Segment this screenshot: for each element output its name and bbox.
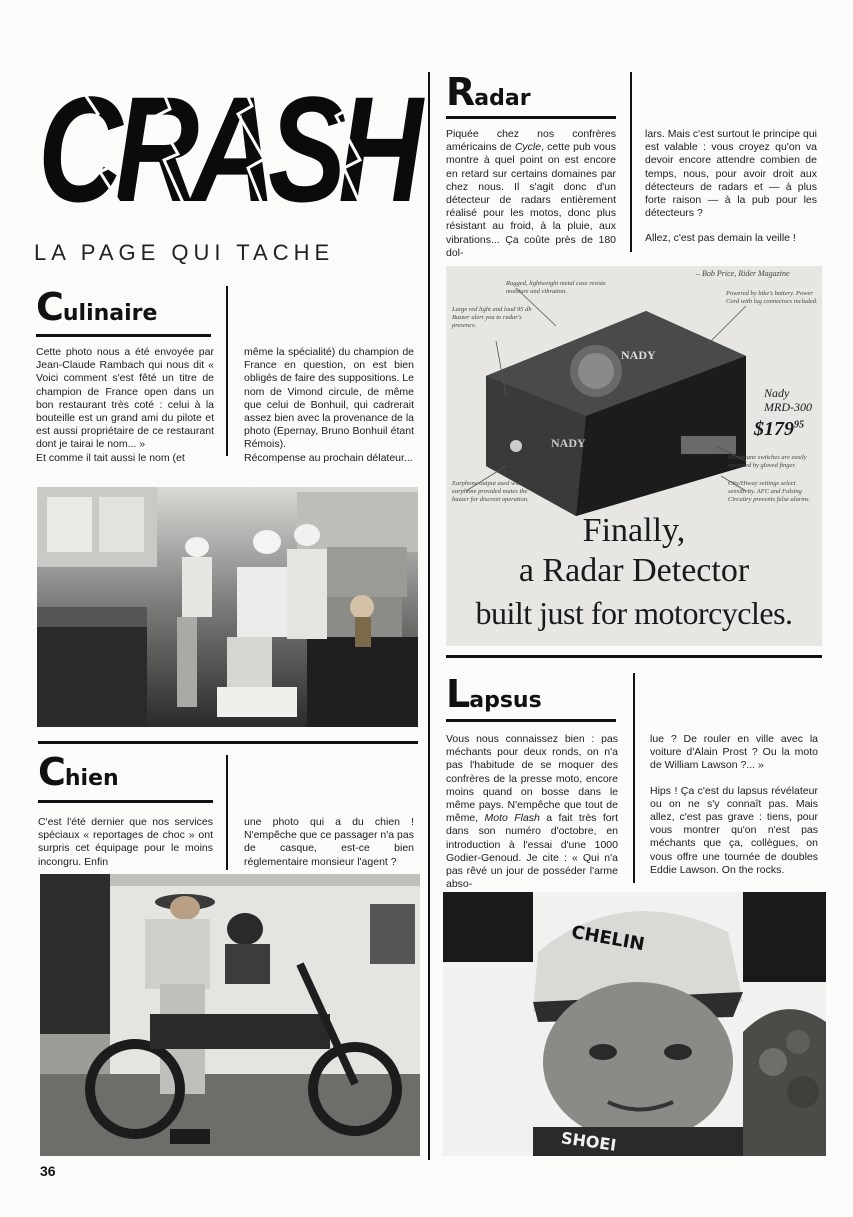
price-cents: 95 (794, 419, 804, 431)
column-divider-lapsus (633, 673, 635, 883)
radar-column-1 (446, 128, 616, 260)
column-divider-culinaire (226, 286, 228, 456)
page-number: 36 (40, 1163, 56, 1179)
chien-column-1 (38, 816, 213, 869)
section-initial: R (446, 70, 475, 114)
paragraph: C'est l'été dernier que nos services spéciaux « reportages de choc » ont surpris cet équipage pour le moins incongru. Enfin (38, 816, 213, 868)
page-subtitle: LA PAGE QUI TACHE (34, 240, 335, 265)
magazine-name: Cycle (514, 141, 542, 154)
ad-note: Large red light and loud 95 db Buzzer alert you to radar's presence. (452, 306, 532, 329)
ad-model-name: Nady (764, 386, 790, 400)
paragraph (446, 128, 616, 260)
chien-column-2 (244, 816, 414, 869)
culinaire-column-2 (244, 346, 414, 465)
section-underline (38, 800, 213, 803)
lapsus-column-2 (650, 733, 818, 877)
paragraph: Allez, c'est pas demain la veille ! (645, 232, 796, 245)
paragraph: une photo qui a du chien ! N'empêche que ce passager n'a pas de casque, est-ce bien réglementaire monsieur l'agent ? (244, 816, 414, 868)
section-title-rest: ulinaire (62, 301, 158, 326)
motorcycle-photo-illustration (40, 874, 420, 1156)
price-dollars: $179 (754, 418, 794, 440)
text-run: Vous nous connaissez bien : pas méchants pour deux ronds, on n'a pas l'habitude de se moquer des confrères de la presse moto, encore moins quand on bosse dans le même pays. N'empêche que tout de même, (446, 733, 618, 825)
ad-note: Rugged, lightweight metal case resists moisture and vibration. (506, 280, 606, 295)
kitchen-photo-illustration (37, 487, 418, 727)
ad-credit: – Bob Price, Rider Magazine (696, 269, 790, 278)
photo-motorcycle-dog (40, 874, 420, 1156)
ad-price (754, 418, 804, 441)
ad-model-code: MRD-300 (764, 400, 812, 414)
column-divider-center (428, 72, 430, 1160)
section-underline (446, 116, 616, 119)
magazine-name: Moto Flash (484, 812, 540, 825)
paragraph: Et comme il tait aussi le nom (et (36, 451, 185, 464)
ad-note: Earphone output used with earphone provided mutes the buzzer for discreet operation. (452, 480, 529, 503)
ad-headline-line-1: Finally, (582, 512, 686, 549)
helmet-logo-text: SHOEI (559, 1128, 618, 1155)
paragraph: Récompense au prochain délateur... (244, 451, 413, 464)
section-title-rest: hien (64, 766, 119, 791)
section-rule (446, 655, 822, 658)
radar-column-2 (645, 128, 817, 246)
culinaire-column-1 (36, 346, 214, 465)
text-run: Piquée chez nos confrères américains de (446, 128, 616, 154)
section-title-rest: apsus (469, 688, 542, 713)
paragraph: Cette photo nous a été envoyée par Jean-Claude Rambach qui nous dit « Voici comment s'est fêté un titre de champion de France open dans un bon restaurant très coté : celui à la bouteille est un grand ami du pilote et est aussi propriétaire de ce restaurant dont je tairai le nom... » (36, 346, 214, 451)
device-brand-label: NADY (551, 436, 586, 450)
photo-rider-portrait (443, 892, 826, 1156)
paragraph (446, 733, 618, 891)
column-divider-chien (226, 755, 228, 870)
device-brand-label: NADY (621, 348, 656, 362)
section-underline (446, 719, 616, 722)
section-title-chien (38, 750, 119, 794)
column-divider-radar (630, 72, 632, 252)
lapsus-column-1 (446, 733, 618, 891)
cap-logo-text: CHELIN (569, 921, 647, 956)
section-title-rest: adar (474, 86, 531, 111)
paragraph: lue ? De rouler en ville avec la voiture d'Alain Prost ? Ou la moto de William Lawson ?... » (650, 733, 818, 772)
text-run: a fait très fort dans son numéro d'octobre, en introduction à l'essai d'une 1000 Godier-Genoud. Je cite : « Qui n'a pas rêvé un jour de posséder l'arme abso- (446, 812, 618, 891)
ad-headline-line-2: a Radar Detector (518, 552, 750, 589)
ad-headline-line-3: built just for motorcycles. (475, 595, 793, 631)
section-title-lapsus (446, 672, 542, 716)
paragraph: Hips ! Ça c'est du lapsus révélateur ou on ne s'y connaît pas. Mais allez, c'est pas grave : tiens, pour vous montrer qu'on n'est pas méchants que ça, collègues, on vous offre une tournée de doubles Eddie Lawson. On the rocks. (650, 784, 818, 876)
ad-note: Membrane switches are easily operated by gloved finger. (728, 454, 807, 469)
photo-kitchen (37, 487, 418, 727)
section-initial: C (38, 750, 65, 794)
lightning-bolts-graphic (38, 64, 413, 239)
paragraph: même la spécialité) du champion de France en question, on est bien obligés de faire des suppositions. Le nom de Vimond circule, de même que celui de Bonhuil, qui cadrerait assez bien avec la provenance de la photo (Epernay, Bruno Bonhuil étant Rémois). (244, 346, 414, 451)
ad-note: City/Hiway settings select sensitivity. AFC and Falsing Circuitry prevents false alarms. (728, 480, 811, 503)
text-run: , cette pub vous montre à quel point on est encore en retard sur certains domaines par chez nous. Il s'agit donc d'un détecteur de radars entièrement réalisé pour les motos, donc plus résistant au froid, à la pluie, aux vibrations... Ça coûte près de 180 dol- (446, 141, 616, 259)
section-initial: L (446, 672, 470, 716)
section-title-culinaire (36, 285, 157, 329)
paragraph: lars. Mais c'est surtout le principe qui est valable : vous croyez qu'on va devoir encore attendre combien de temps, nous, pour avoir droit aux détecteurs de radars et — à plus forte raison — à la pub pour les détecteurs ? (645, 128, 817, 220)
radar-detector-ad (446, 266, 822, 646)
crash-logo: CRASH (38, 65, 416, 233)
section-underline (36, 334, 211, 337)
ad-note: Powered by bike's battery. Power Cord with lug connectors included. (726, 290, 818, 305)
section-initial: C (36, 285, 63, 329)
section-title-radar (446, 70, 531, 114)
section-rule (38, 741, 418, 744)
